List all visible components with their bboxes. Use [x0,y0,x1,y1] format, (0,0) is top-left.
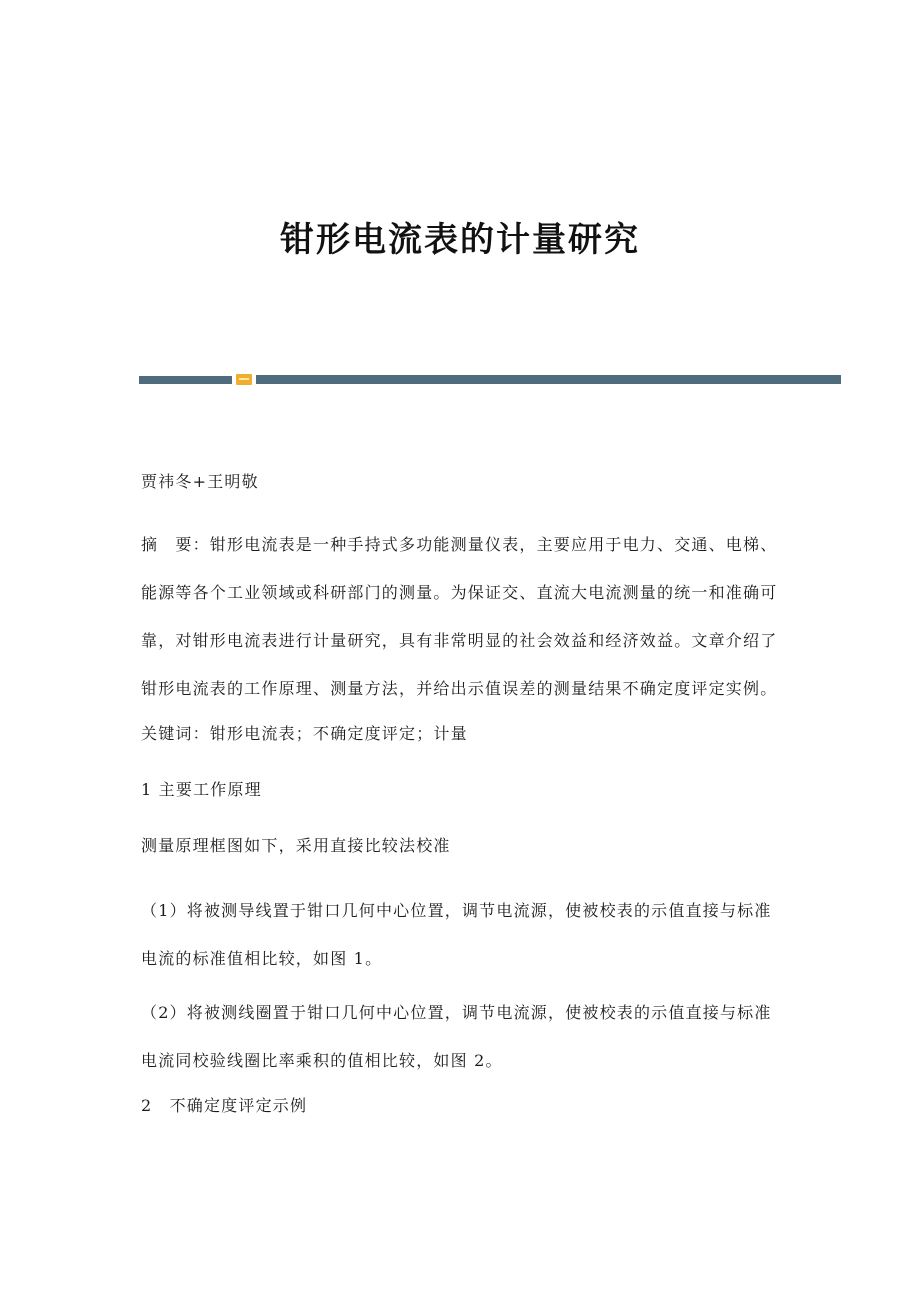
divider-ornament-icon [236,374,252,385]
keywords: 关键词：钳形电流表；不确定度评定；计量 [141,724,468,743]
document-body [141,467,786,1120]
authors: 贾祎冬+王明敬 [141,472,259,491]
section-heading-2: 2 不确定度评定示例 [141,1096,308,1115]
method-item-1: （1）将被测导线置于钳口几何中心位置，调节电流源，使被校表的示值直接与标准电流的标准值相比较，如图 1。 [141,901,772,968]
document-title: 钳形电流表的计量研究 [280,220,640,260]
title-divider [139,374,841,386]
abstract: 摘 要：钳形电流表是一种手持式多功能测量仪表，主要应用于电力、交通、电梯、能源等各个工业领域或科研部门的测量。为保证交、直流大电流测量的统一和准确可靠，对钳形电流表进行计量研究，具有非常明显的社会效益和经济效益。文章介绍了钳形电流表的工作原理、测量方法，并给出示值误差的测量结果不确定度评定实例。 [141,535,778,698]
divider-bar-right [256,375,841,384]
method-item-2: （2）将被测线圈置于钳口几何中心位置，调节电流源，使被校表的示值直接与标准电流同校验线圈比率乘积的值相比较，如图 2。 [141,1003,772,1070]
divider-bar-left [139,376,232,384]
section-heading-1: 1 主要工作原理 [141,780,262,799]
section1-intro: 测量原理框图如下，采用直接比较法校准 [141,836,451,855]
